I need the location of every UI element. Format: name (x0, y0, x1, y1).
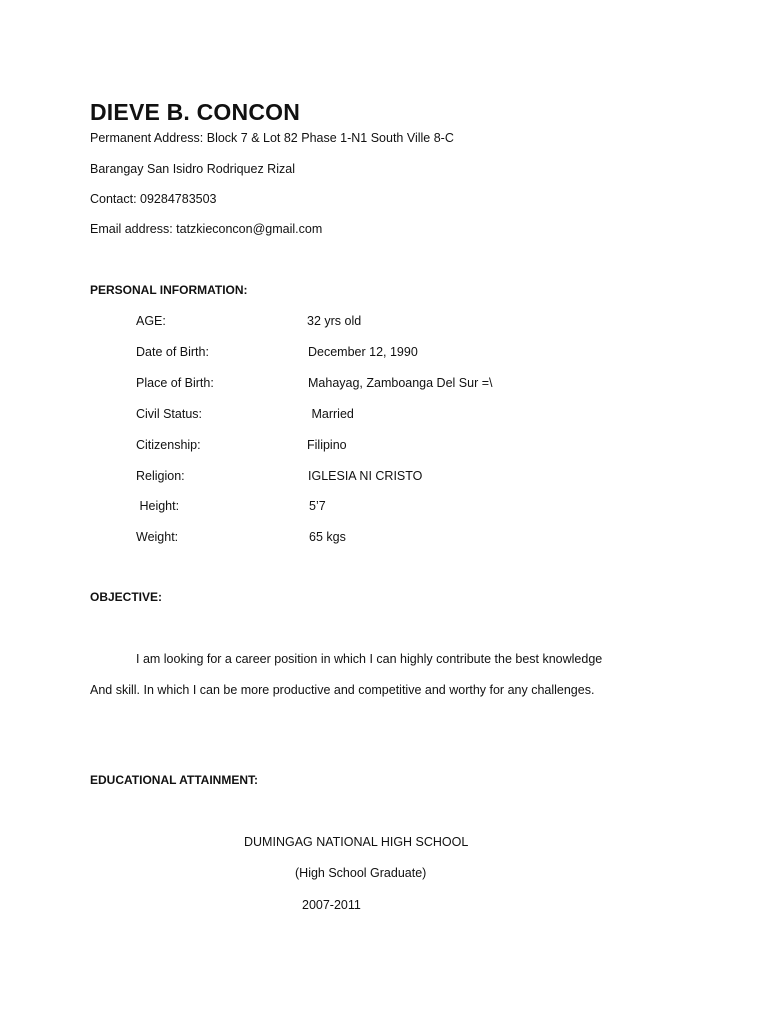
info-label: Date of Birth: (136, 345, 209, 359)
info-label: Civil Status: (136, 407, 202, 421)
info-value: December 12, 1990 (308, 345, 418, 359)
info-label: AGE: (136, 314, 166, 328)
education-level: (High School Graduate) (295, 866, 427, 880)
objective-line-2: And skill. In which I can be more productive and competitive and worthy for any challenges. (90, 683, 595, 697)
info-label: Citizenship: (136, 438, 201, 452)
info-value: 5’7 (309, 499, 326, 513)
objective-line-1: I am looking for a career position in which I can highly contribute the best knowledge (136, 652, 603, 666)
info-label: Place of Birth: (136, 376, 214, 390)
info-label: Weight: (136, 530, 179, 544)
education-heading: EDUCATIONAL ATTAINMENT: (90, 773, 258, 787)
personal-info-heading: PERSONAL INFORMATION: (90, 283, 248, 297)
info-value: 32 yrs old (307, 314, 362, 328)
education-years: 2007-2011 (302, 898, 361, 912)
school-name: DUMINGAG NATIONAL HIGH SCHOOL (244, 835, 469, 849)
email-line: Email address: tatzkieconcon@gmail.com (90, 222, 323, 236)
info-value: Filipino (307, 438, 347, 452)
info-value: 65 kgs (309, 530, 346, 544)
contact-line: Contact: 09284783503 (90, 192, 217, 206)
address-line-1: Permanent Address: Block 7 & Lot 82 Phase 1-N1 South Ville 8-C (90, 131, 454, 145)
objective-heading: OBJECTIVE: (90, 590, 163, 604)
info-label: Height: (136, 499, 180, 513)
info-value: Mahayag, Zamboanga Del Sur =\ (308, 376, 493, 390)
info-value: IGLESIA NI CRISTO (308, 469, 423, 483)
info-value: Married (308, 407, 354, 421)
address-line-2: Barangay San Isidro Rodriquez Rizal (90, 162, 295, 176)
applicant-name: DIEVE B. CONCON (90, 99, 301, 125)
info-label: Religion: (136, 469, 185, 483)
